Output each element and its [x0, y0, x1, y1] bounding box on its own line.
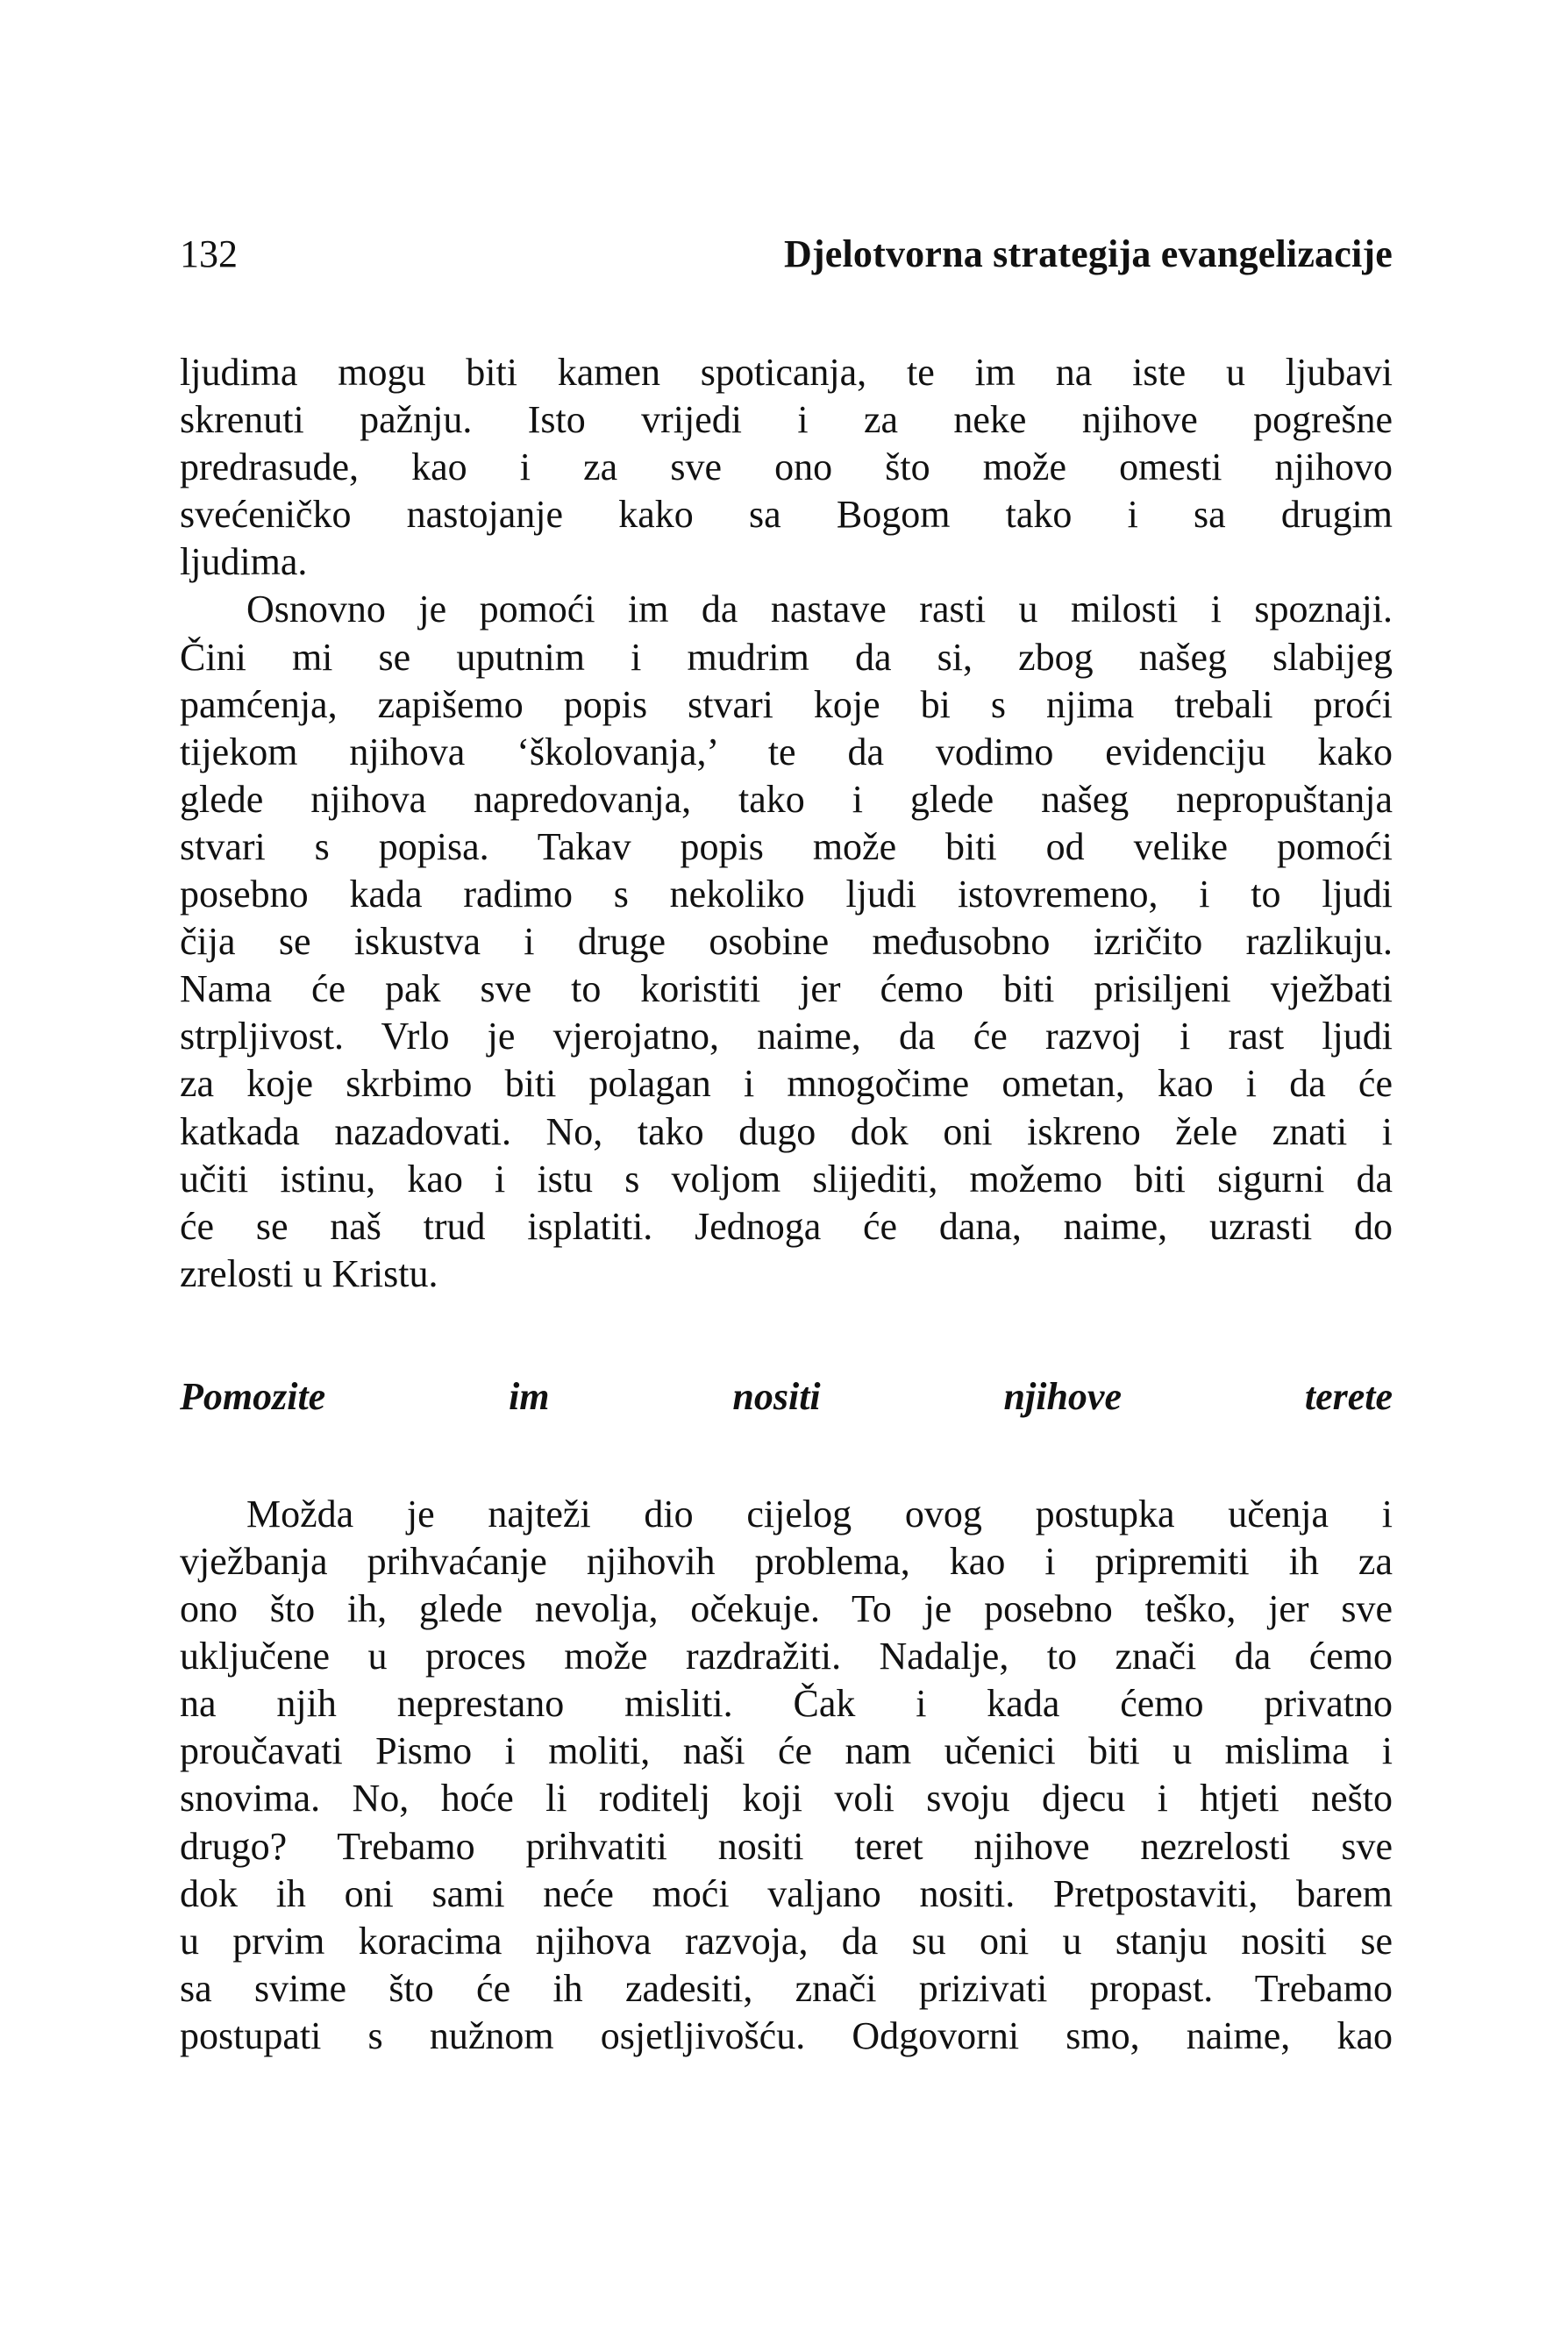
paragraph-1	[180, 349, 1393, 586]
page-number: 132	[180, 232, 238, 275]
text-line: ono što ih, glede nevolja, očekuje. To je posebno teško, jer sve	[180, 1587, 1393, 1631]
text-line: tijekom njihova ‘školovanja,’ te da vodimo evidenciju kako	[180, 730, 1393, 773]
paragraph-3	[180, 1491, 1393, 2060]
text-line: katkada nazadovati. No, tako dugo dok oni iskreno žele znati i	[180, 1109, 1393, 1153]
text-line: pamćenja, zapišemo popis stvari koje bi s njima trebali proći	[180, 682, 1393, 726]
text-line: ljudima mogu biti kamen spoticanja, te im na iste u ljubavi	[180, 351, 1393, 394]
text-line: skrenuti pažnju. Isto vrijedi i za neke njihove pogrešne	[180, 398, 1393, 442]
text-line: za koje skrbimo biti polagan i mnogočime ometan, kao i da će	[180, 1062, 1393, 1106]
text-line: snovima. No, hoće li roditelj koji voli svoju djecu i htjeti nešto	[180, 1777, 1393, 1821]
text-line: posebno kada radimo s nekoliko ljudi istovremeno, i to ljudi	[180, 873, 1393, 916]
text-line: će se naš trud isplatiti. Jednoga će dana, naime, uzrasti do	[180, 1204, 1393, 1248]
text-line: svećeničko nastojanje kako sa Bogom tako i sa drugim	[180, 493, 1393, 537]
text-line: predrasude, kao i za sve ono što može omesti njihovo	[180, 445, 1393, 489]
body-text	[180, 349, 1393, 2060]
text-line: strpljivost. Vrlo je vjerojatno, naime, da će razvoj i rast ljudi	[180, 1015, 1393, 1058]
text-line: postupati s nužnom osjetljivošću. Odgovorni smo, naime, kao	[180, 2013, 1393, 2057]
text-line: zrelosti u Kristu.	[180, 1251, 438, 1295]
text-line: na njih neprestano misliti. Čak i kada ćemo privatno	[180, 1682, 1393, 1726]
text-line: Nama će pak sve to koristiti jer ćemo biti prisiljeni vježbati	[180, 967, 1393, 1011]
book-page	[180, 230, 1393, 2060]
text-line: drugo? Trebamo prihvatiti nositi teret njihove nezrelosti sve	[180, 1824, 1393, 1868]
page-header	[180, 230, 1393, 279]
text-line: dok ih oni sami neće moći valjano nositi. Pretpostaviti, barem	[180, 1871, 1393, 1915]
section-subheading: Pomozite im nositi njihove terete	[180, 1374, 1393, 1418]
paragraph-2	[180, 586, 1393, 1297]
text-line: čija se iskustva i druge osobine međusobno izričito razlikuju.	[180, 920, 1393, 964]
text-line: sa svime što će ih zadesiti, znači prizivati propast. Trebamo	[180, 1966, 1393, 2010]
text-line: proučavati Pismo i moliti, naši će nam učenici biti u mislima i	[180, 1729, 1393, 1773]
text-line: Čini mi se uputnim i mudrim da si, zbog našeg slabijeg	[180, 635, 1393, 679]
text-line: Možda je najteži dio cijelog ovog postupka učenja i	[246, 1492, 1393, 1536]
text-line: u prvim koracima njihova razvoja, da su oni u stanju nositi se	[180, 1919, 1393, 1963]
text-line: uključene u proces može razdražiti. Nadalje, to znači da ćemo	[180, 1635, 1393, 1678]
text-line: glede njihova napredovanja, tako i glede našeg nepropuštanja	[180, 777, 1393, 821]
text-line: vježbanja prihvaćanje njihovih problema, kao i pripremiti ih za	[180, 1539, 1393, 1583]
text-line: stvari s popisa. Takav popis može biti od velike pomoći	[180, 824, 1393, 868]
text-line: ljudima.	[180, 540, 308, 584]
text-line: učiti istinu, kao i istu s voljom slijediti, možemo biti sigurni da	[180, 1157, 1393, 1201]
running-title: Djelotvorna strategija evangelizacije	[783, 232, 1393, 275]
text-line: Osnovno je pomoći im da nastave rasti u milosti i spoznaji.	[246, 588, 1393, 631]
